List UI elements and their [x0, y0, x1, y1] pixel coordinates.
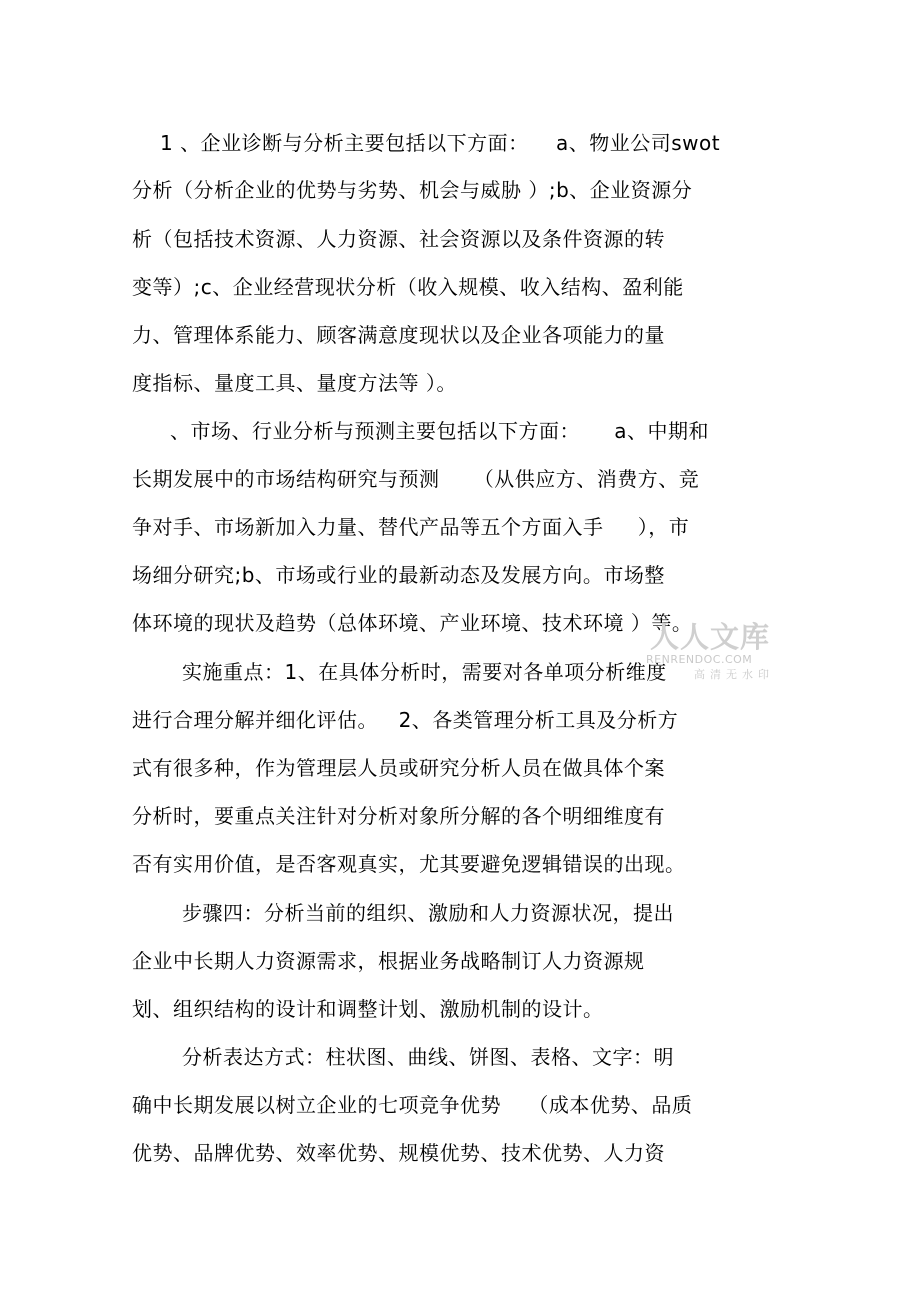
watermark [646, 620, 776, 686]
text-line: 确中长期发展以树立企业的七项竞争优势 （成本优势、品质 [132, 1093, 693, 1117]
text-line: 力、管理体系能力、顾客满意度现状以及企业各项能力的量 [132, 323, 665, 347]
text-line: 式有很多种，作为管理层人员或研究分析人员在做具体个案 [132, 756, 665, 780]
text-line: 析（包括技术资源、人力资源、社会资源以及条件资源的转 [132, 227, 665, 251]
text-line: 争对手、市场新加入力量、替代产品等五个方面入手 ），市 [132, 515, 690, 539]
text-line: 步骤四：分析当前的组织、激励和人力资源状况，提出 [182, 901, 674, 925]
text-line: 变等）;c、企业经营现状分析（收入规模、收入结构、盈利能 [132, 275, 684, 299]
text-line: 分析表达方式：柱状图、曲线、饼图、表格、文字：明 [182, 1045, 674, 1069]
watermark-note: 高清无水印 [694, 668, 774, 681]
watermark-title: 人人文库 [650, 620, 771, 654]
text-line: 划、组织结构的设计和调整计划、激励机制的设计。 [132, 997, 604, 1021]
text-line: 优势、品牌优势、效率优势、规模优势、技术优势、人力资 [132, 1141, 665, 1165]
text-line: 体环境的现状及趋势（总体环境、产业环境、技术环境 ）等。 [132, 611, 693, 635]
text-line: 分析（分析企业的优势与劣势、机会与威胁 ）;b、企业资源分 [132, 178, 693, 202]
text-line: 度指标、量度工具、量度方法等 ）。 [132, 371, 457, 395]
text-line: 场细分研究;b、市场或行业的最新动态及发展方向。市场整 [132, 563, 665, 587]
watermark-url: RENRENDOC.COM [646, 653, 753, 666]
text-line: 企业中长期人力资源需求，根据业务战略制订人力资源规 [132, 949, 645, 973]
text-line: 实施重点：1、在具体分析时，需要对各单项分析维度 [182, 660, 667, 684]
text-line: 进行合理分解并细化评估。 2、各类管理分析工具及分析方 [132, 708, 679, 732]
text-line: 否有实用价值，是否客观真实，尤其要避免逻辑错误的出现。 [132, 852, 686, 876]
text-line: 长期发展中的市场结构研究与预测 （从供应方、消费方、竞 [132, 467, 700, 491]
text-line: 1 、企业诊断与分析主要包括以下方面： a、物业公司swot [160, 131, 721, 155]
text-line: 分析时，要重点关注针对分析对象所分解的各个明细维度有 [132, 804, 665, 828]
text-line: 、市场、行业分析与预测主要包括以下方面： a、中期和 [170, 419, 710, 443]
